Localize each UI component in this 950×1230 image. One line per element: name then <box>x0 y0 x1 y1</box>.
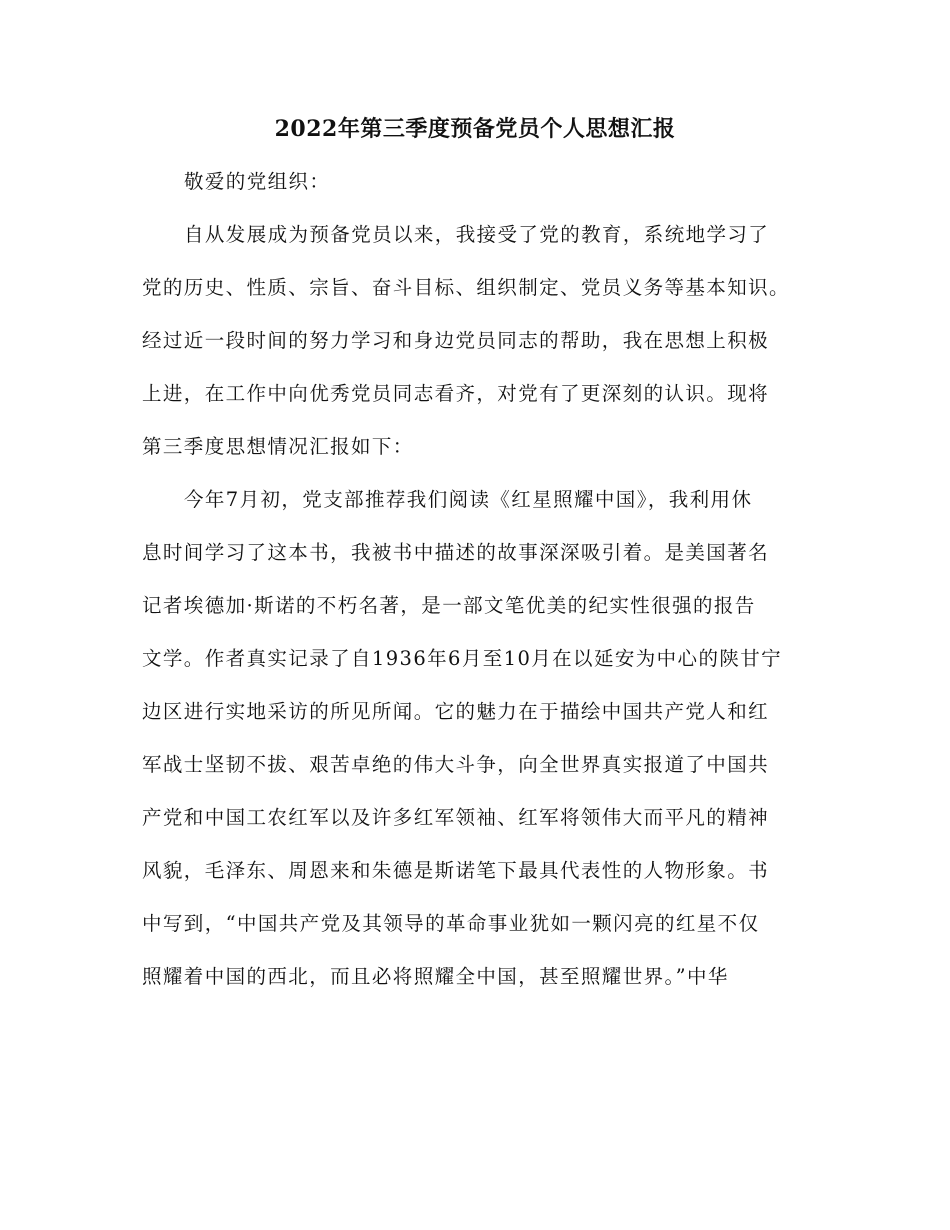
document-title: 2022年第三季度预备党员个人思想汇报 <box>274 116 676 142</box>
paragraph-line: 今年7月初，党支部推荐我们阅读《红星照耀中国》，我利用休 <box>184 488 753 511</box>
paragraph-line: 党的历史、性质、宗旨、奋斗目标、组织制定、党员义务等基本知识。 <box>142 276 790 299</box>
salutation: 敬爱的党组织： <box>184 170 331 193</box>
paragraph-line: 自从发展成为预备党员以来，我接受了党的教育，系统地学习了 <box>184 223 770 246</box>
paragraph-line: 照耀着中国的西北，而且必将照耀全中国，甚至照耀世界。”中华 <box>142 965 729 988</box>
paragraph-line: 中写到，“中国共产党及其领导的革命事业犹如一颗闪亮的红星不仅 <box>142 912 760 935</box>
paragraph-line: 上进，在工作中向优秀党员同志看齐，对党有了更深刻的认识。现将 <box>142 382 770 405</box>
paragraph-line: 经过近一段时间的努力学习和身边党员同志的帮助，我在思想上积极 <box>142 329 770 352</box>
paragraph-line: 第三季度思想情况汇报如下： <box>142 435 414 458</box>
paragraph-line: 风貌，毛泽东、周恩来和朱德是斯诺笔下最具代表性的人物形象。书 <box>142 859 770 882</box>
paragraph-line: 记者埃德加·斯诺的不朽名著，是一部文笔优美的纪实性很强的报告 <box>142 594 756 617</box>
paragraph-line: 文学。作者真实记录了自1936年6月至10月在以延安为中心的陕甘宁 <box>142 647 783 670</box>
paragraph-line: 边区进行实地采访的所见所闻。它的魅力在于描绘中国共产党人和红 <box>142 700 770 723</box>
paragraph-line: 产党和中国工农红军以及许多红军领袖、红军将领伟大而平凡的精神 <box>142 806 770 829</box>
paragraph-line: 息时间学习了这本书，我被书中描述的故事深深吸引着。是美国著名 <box>142 541 770 564</box>
paragraph-line: 军战士坚韧不拔、艰苦卓绝的伟大斗争，向全世界真实报道了中国共 <box>142 753 770 776</box>
